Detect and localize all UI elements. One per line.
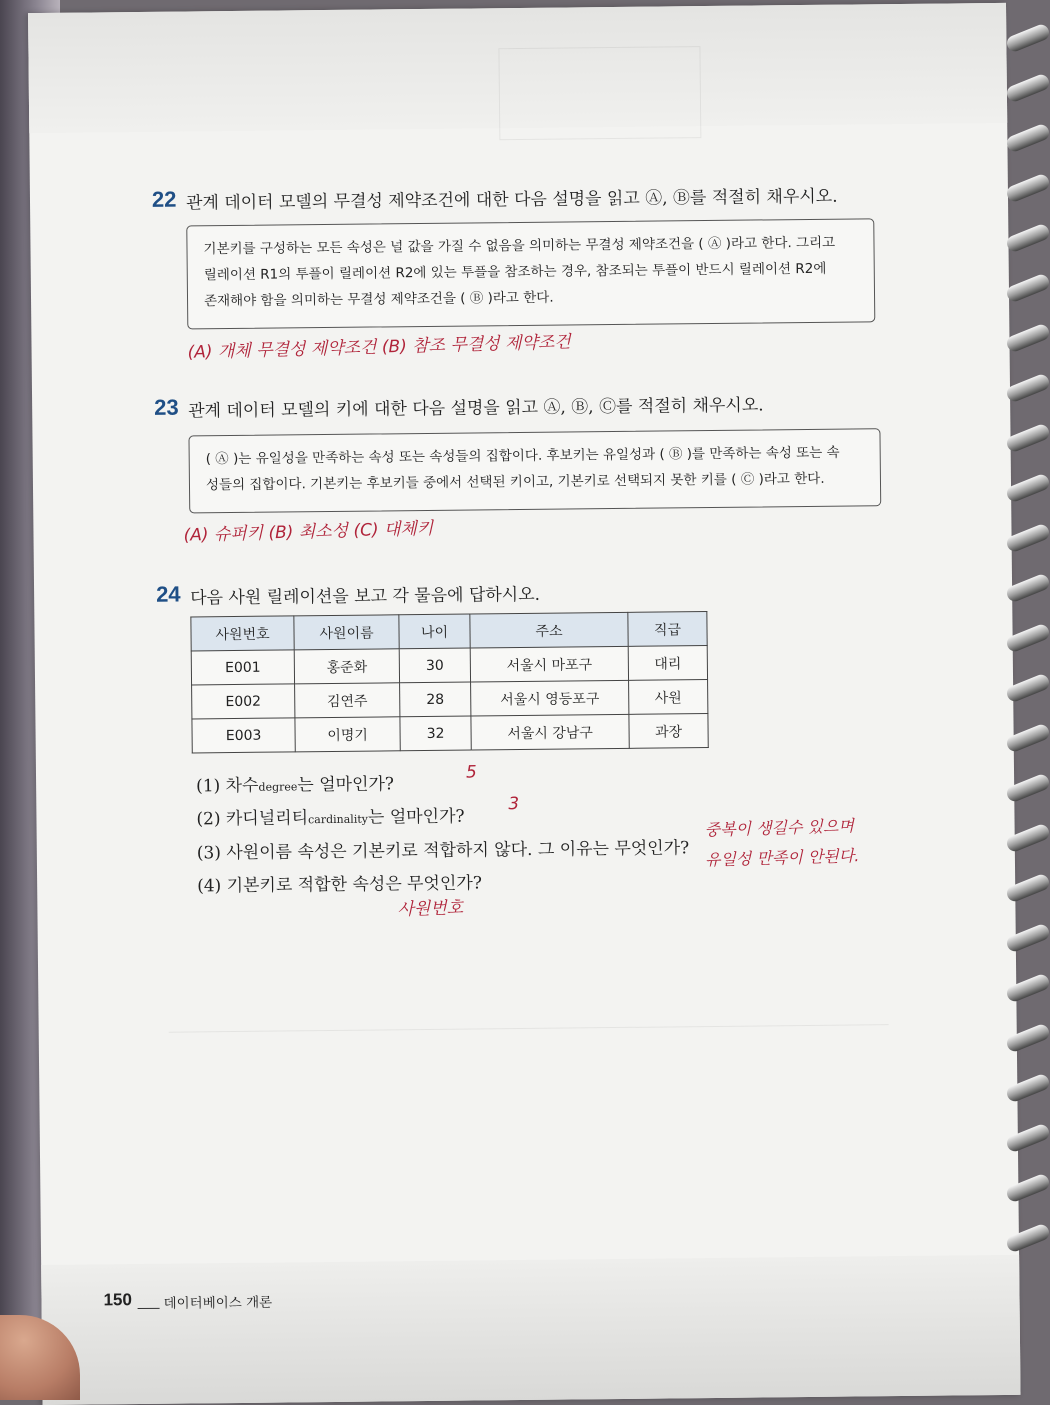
table-cell: 사원 bbox=[629, 680, 708, 715]
sub-question-3-handwritten-answer-line1: 중복이 생길수 있으며 bbox=[704, 816, 855, 840]
table-cell: E003 bbox=[192, 718, 295, 753]
binding-ring bbox=[1005, 372, 1050, 403]
binding-ring bbox=[1005, 872, 1050, 903]
table-header-cell: 나이 bbox=[399, 614, 470, 649]
table-header-row bbox=[191, 612, 707, 651]
table-header-cell: 직급 bbox=[628, 612, 707, 647]
question-24-number: 24 bbox=[155, 581, 181, 607]
book-title: 데이터베이스 개론 bbox=[163, 1294, 273, 1312]
binding-ring bbox=[1005, 1072, 1050, 1103]
sub-question-4-handwritten-answer: 사원번호 bbox=[397, 898, 464, 920]
table-cell: 과장 bbox=[629, 714, 708, 749]
binding-ring bbox=[1005, 922, 1050, 953]
binding-ring bbox=[1005, 222, 1050, 253]
sub-question-1-subscript: degree bbox=[258, 780, 298, 794]
table-cell: 서울시 영등포구 bbox=[471, 680, 629, 716]
table-row bbox=[192, 714, 708, 753]
binding-ring bbox=[1005, 122, 1050, 153]
sub-question-2-text: (2) 카디널리티 bbox=[196, 808, 309, 830]
question-22-handwritten-answer: (A) 개체 무결성 제약조건 (B) 참조 무결성 제약조건 bbox=[187, 332, 572, 363]
binding-ring bbox=[1005, 272, 1050, 303]
question-22-box-line: 존재해야 함을 의미하는 무결성 제약조건을 ( Ⓑ )라고 한다. bbox=[203, 289, 554, 310]
binding-ring bbox=[1005, 672, 1050, 703]
table-cell: 서울시 강남구 bbox=[471, 714, 629, 750]
sub-question-2-handwritten-answer: 3 bbox=[508, 793, 520, 815]
show-through-rule bbox=[169, 1024, 889, 1033]
table-cell: 대리 bbox=[628, 646, 707, 681]
table-cell: 이명기 bbox=[295, 717, 400, 752]
table-cell: 김연주 bbox=[295, 683, 400, 718]
table-header-cell: 주소 bbox=[470, 612, 628, 648]
sub-question-2-subscript: cardinality bbox=[308, 812, 369, 827]
show-through-diagram bbox=[498, 46, 701, 140]
table-row bbox=[192, 680, 708, 719]
binding-ring bbox=[1005, 1122, 1050, 1153]
question-23-box-line: ( Ⓐ )는 유일성을 만족하는 속성 또는 속성들의 집합이다. 후보키는 유일성과 ( Ⓑ )를 만족하는 속성 또는 속 bbox=[205, 444, 840, 468]
sub-question-2 bbox=[196, 802, 464, 830]
table-cell: 30 bbox=[399, 648, 470, 683]
question-22-text: 관계 데이터 모델의 무결성 제약조건에 대한 다음 설명을 읽고 Ⓐ, Ⓑ를 적절히 채우시오. bbox=[185, 186, 838, 214]
employee-relation-table bbox=[190, 611, 708, 753]
table-cell: 28 bbox=[400, 682, 471, 717]
binding-ring bbox=[1005, 822, 1050, 853]
question-23-box-line: 성들의 집합이다. 기본키는 후보키들 중에서 선택된 키이고, 기본키로 선택되지 못한 키를 ( Ⓒ )라고 한다. bbox=[205, 470, 825, 494]
sub-question-1-handwritten-answer: 5 bbox=[465, 762, 478, 783]
binding-ring bbox=[1005, 1222, 1050, 1253]
table-cell: E001 bbox=[191, 650, 294, 685]
table-cell: 홍준화 bbox=[294, 649, 399, 684]
table-header-cell: 사원번호 bbox=[191, 616, 294, 651]
sub-question-3-handwritten-answer-line2: 유일성 만족이 안된다. bbox=[704, 846, 860, 870]
binding-ring bbox=[1005, 172, 1050, 203]
question-23-handwritten-answer: (A) 슈퍼키 (B) 최소성 (C) 대체키 bbox=[183, 518, 434, 546]
question-23-box bbox=[188, 428, 881, 513]
table-row bbox=[191, 646, 707, 685]
binding-ring bbox=[1005, 572, 1050, 603]
spiral-binding bbox=[1002, 30, 1050, 1250]
sub-question-1 bbox=[196, 769, 394, 796]
question-23-text: 관계 데이터 모델의 키에 대한 다음 설명을 읽고 Ⓐ, Ⓑ, Ⓒ를 적절히 채우시오. bbox=[188, 395, 764, 422]
binding-ring bbox=[1005, 22, 1050, 53]
question-22-number: 22 bbox=[151, 186, 177, 212]
binding-ring bbox=[1005, 422, 1050, 453]
page-bottom-shadow bbox=[41, 1255, 1020, 1405]
binding-ring bbox=[1005, 622, 1050, 653]
binding-ring bbox=[1005, 772, 1050, 803]
sub-question-3-text: (3) 사원이름 속성은 기본키로 적합하지 않다. 그 이유는 무엇인가? bbox=[196, 838, 690, 864]
binding-ring bbox=[1005, 722, 1050, 753]
binding-ring bbox=[1005, 972, 1050, 1003]
binding-ring bbox=[1005, 72, 1050, 103]
table-header-cell: 사원이름 bbox=[294, 615, 399, 650]
question-23-number: 23 bbox=[154, 394, 179, 420]
question-22-box bbox=[186, 218, 875, 329]
page-number: 150 bbox=[103, 1290, 132, 1310]
sub-question-3 bbox=[197, 833, 690, 863]
question-24-text: 다음 사원 릴레이션을 보고 각 물음에 답하시오. bbox=[190, 584, 541, 609]
binding-ring bbox=[1005, 522, 1050, 553]
binding-ring bbox=[1005, 322, 1050, 353]
table-cell: E002 bbox=[192, 684, 295, 719]
question-22-box-line: 기본키를 구성하는 모든 속성은 널 값을 가질 수 없음을 의미하는 무결성 제약조건을 ( Ⓐ )라고 한다. 그리고 bbox=[203, 234, 836, 258]
sub-question-4 bbox=[197, 868, 482, 896]
sub-question-1-text-end: 는 얼마인가? bbox=[297, 774, 395, 796]
binding-ring bbox=[1005, 1022, 1050, 1053]
table-cell: 서울시 마포구 bbox=[470, 646, 628, 682]
table-cell: 32 bbox=[400, 716, 471, 751]
textbook-page bbox=[28, 3, 1021, 1405]
sub-question-1-text: (1) 차수 bbox=[196, 775, 259, 797]
binding-ring bbox=[1005, 472, 1050, 503]
sub-question-2-text-end: 는 얼마인가? bbox=[367, 806, 465, 828]
question-22-box-line: 릴레이션 R1의 투플이 릴레이션 R2에 있는 투플을 참조하는 경우, 참조되는 투플이 반드시 릴레이션 R2에 bbox=[203, 260, 827, 284]
binding-ring bbox=[1005, 1172, 1050, 1203]
sub-question-4-text: (4) 기본키로 적합한 속성은 무엇인가? bbox=[197, 873, 482, 897]
